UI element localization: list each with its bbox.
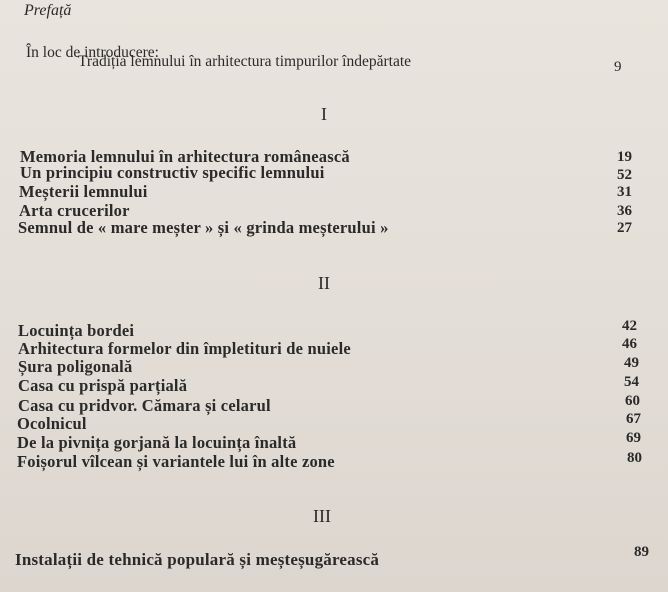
toc-page-number: 80 (627, 450, 642, 466)
toc-page-number: 52 (617, 167, 632, 183)
toc-entry: Locuința bordei (18, 321, 135, 340)
toc-entry: Memoria lemnului în arhitectura românească (20, 147, 350, 166)
toc-entry: Meșterii lemnului (19, 182, 148, 201)
toc-entry: Șura poligonală (18, 357, 133, 376)
toc-entry: Semnul de « mare meșter » și « grinda meșterului » (18, 218, 389, 237)
toc-page-number: 27 (617, 220, 632, 236)
toc-entry: Casa cu pridvor. Cămara și celarul (18, 396, 271, 415)
intro-label: În loc de introducere: (26, 44, 159, 61)
intro-subtitle: Tradiția lemnului în arhitectura timpurilor îndepărtate (78, 53, 412, 70)
toc-entry: Casa cu prispă parțială (18, 376, 188, 395)
section-numeral: III (313, 506, 331, 526)
toc-entry: Arhitectura formelor din împletituri de nuiele (18, 339, 351, 358)
toc-page-number: 46 (622, 336, 637, 352)
section-numeral: I (321, 104, 327, 124)
toc-page-number: 54 (624, 374, 639, 390)
section-numeral: II (318, 273, 330, 293)
toc-page-number: 36 (617, 203, 632, 219)
toc-page-number: 31 (617, 184, 632, 200)
toc-page-number: 19 (617, 149, 632, 165)
toc-page-number: 49 (624, 355, 639, 371)
preface-heading: Prefață (24, 2, 72, 19)
toc-entry: De la pivnița gorjană la locuința înaltă (17, 433, 297, 452)
intro-page-number: 9 (614, 59, 622, 75)
toc-entry: Foișorul vîlcean și variantele lui în alte zone (17, 452, 335, 471)
toc-page-number: 60 (625, 393, 640, 409)
toc-page-number: 42 (622, 318, 637, 334)
toc-page-number: 69 (626, 430, 641, 446)
toc-entry: Un principiu constructiv specific lemnului (20, 163, 325, 182)
toc-page-number: 89 (634, 544, 649, 560)
toc-entry: Instalații de tehnică populară și meșteșugărească (15, 550, 380, 569)
toc-entry: Arta crucerilor (19, 201, 130, 220)
toc-entry: Ocolnicul (17, 414, 87, 433)
toc-page-number: 67 (626, 411, 641, 427)
